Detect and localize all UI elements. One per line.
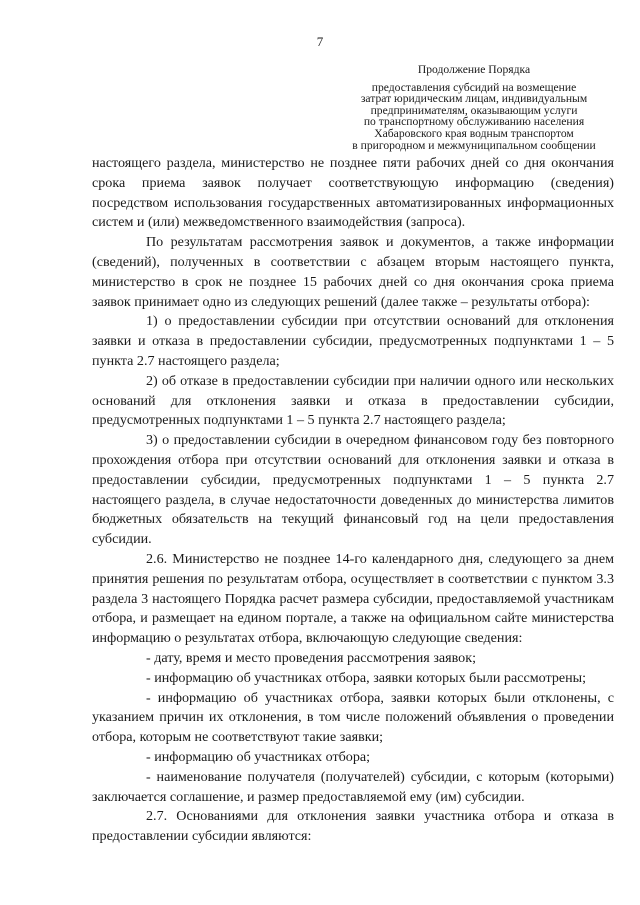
page-number: 7 [316,34,324,49]
running-header-line: предоставления субсидий на возмещение [371,80,577,94]
list-item: - информацию об участниках отбора, заявки которых были рассмотрены; [146,669,587,686]
list-item: - информацию об участниках отбора, заявки которых были отклонены, с указанием причин их отклонения, в том числе положений объявления о проведении отбора, которым не соответствуют такие заявки; [92,689,614,746]
list-item: - дату, время и место проведения рассмотрения заявок; [146,649,476,666]
body-paragraph: По результатам рассмотрения заявок и документов, а также информации (сведений), полученных в соответствии с абзацем вторым настоящего пункта, министерство в срок не позднее 15 рабочих дней со дня окончания срока приема заявок принимает одно из следующих решений (далее также – результаты отбора): [92,234,614,310]
running-header-line: затрат юридическим лицам, индивидуальным [360,92,588,106]
running-header-line: в пригородном и межмуниципальном сообщении [352,138,596,152]
list-item: 3) о предоставлении субсидии в очередном финансовом году без повторного прохождения отбора при отсутствии оснований для отклонения заявки и отказа в предоставлении субсидии, предусмотренных подпунктами 1 – 5 пункта 2.7 настоящего раздела, в случае недостаточности доведенных до министерства лимитов бюджетных обязательств на текущий финансовый год на цели предоставления субсидии. [92,432,614,548]
running-header-line: Хабаровского края водным транспортом [374,126,574,140]
document-body [92,154,614,847]
body-paragraph: 2.7. Основаниями для отклонения заявки участника отбора и отказа в предоставлении субсидии являются: [92,808,614,845]
list-item: 2) об отказе в предоставлении субсидии при наличии одного или нескольких оснований для отклонения заявки и отказа в предоставлении субсидии, предусмотренных подпунктами 1 – 5 пункта 2.7 настоящего раздела; [92,372,614,429]
running-header-line: предпринимателям, оказывающим услуги [370,103,578,117]
list-item: - информацию об участниках отбора; [146,748,371,765]
running-header [340,64,608,151]
list-item: - наименование получателя (получателей) субсидии, с которым (которыми) заключается соглашение, и размер предоставляемой ему (им) субсидии. [92,768,614,805]
body-paragraph: настоящего раздела, министерство не позднее пяти рабочих дней со дня окончания срока приема заявок получает соответствующую информацию (сведения) посредством использования государственных автоматизированных информационных систем и (или) межведомственного взаимодействия (запроса). [92,155,614,231]
running-header-title: Продолжение Порядка [417,63,531,76]
body-paragraph: 2.6. Министерство не позднее 14-го календарного дня, следующего за днем принятия решения по результатам отбора, осуществляет в соответствии с пунктом 3.3 раздела 3 настоящего Порядка расчет размера субсидии, предоставляемой участникам отбора, и размещает на едином портале, а также на официальном сайте министерства информацию о результатах отбора, включающую следующие сведения: [92,550,614,647]
list-item: 1) о предоставлении субсидии при отсутствии оснований для отклонения заявки и отказа в предоставлении субсидии, предусмотренных подпунктами 1 – 5 пункта 2.7 настоящего раздела; [92,313,614,369]
running-header-line: по транспортному обслуживанию населения [363,115,585,129]
